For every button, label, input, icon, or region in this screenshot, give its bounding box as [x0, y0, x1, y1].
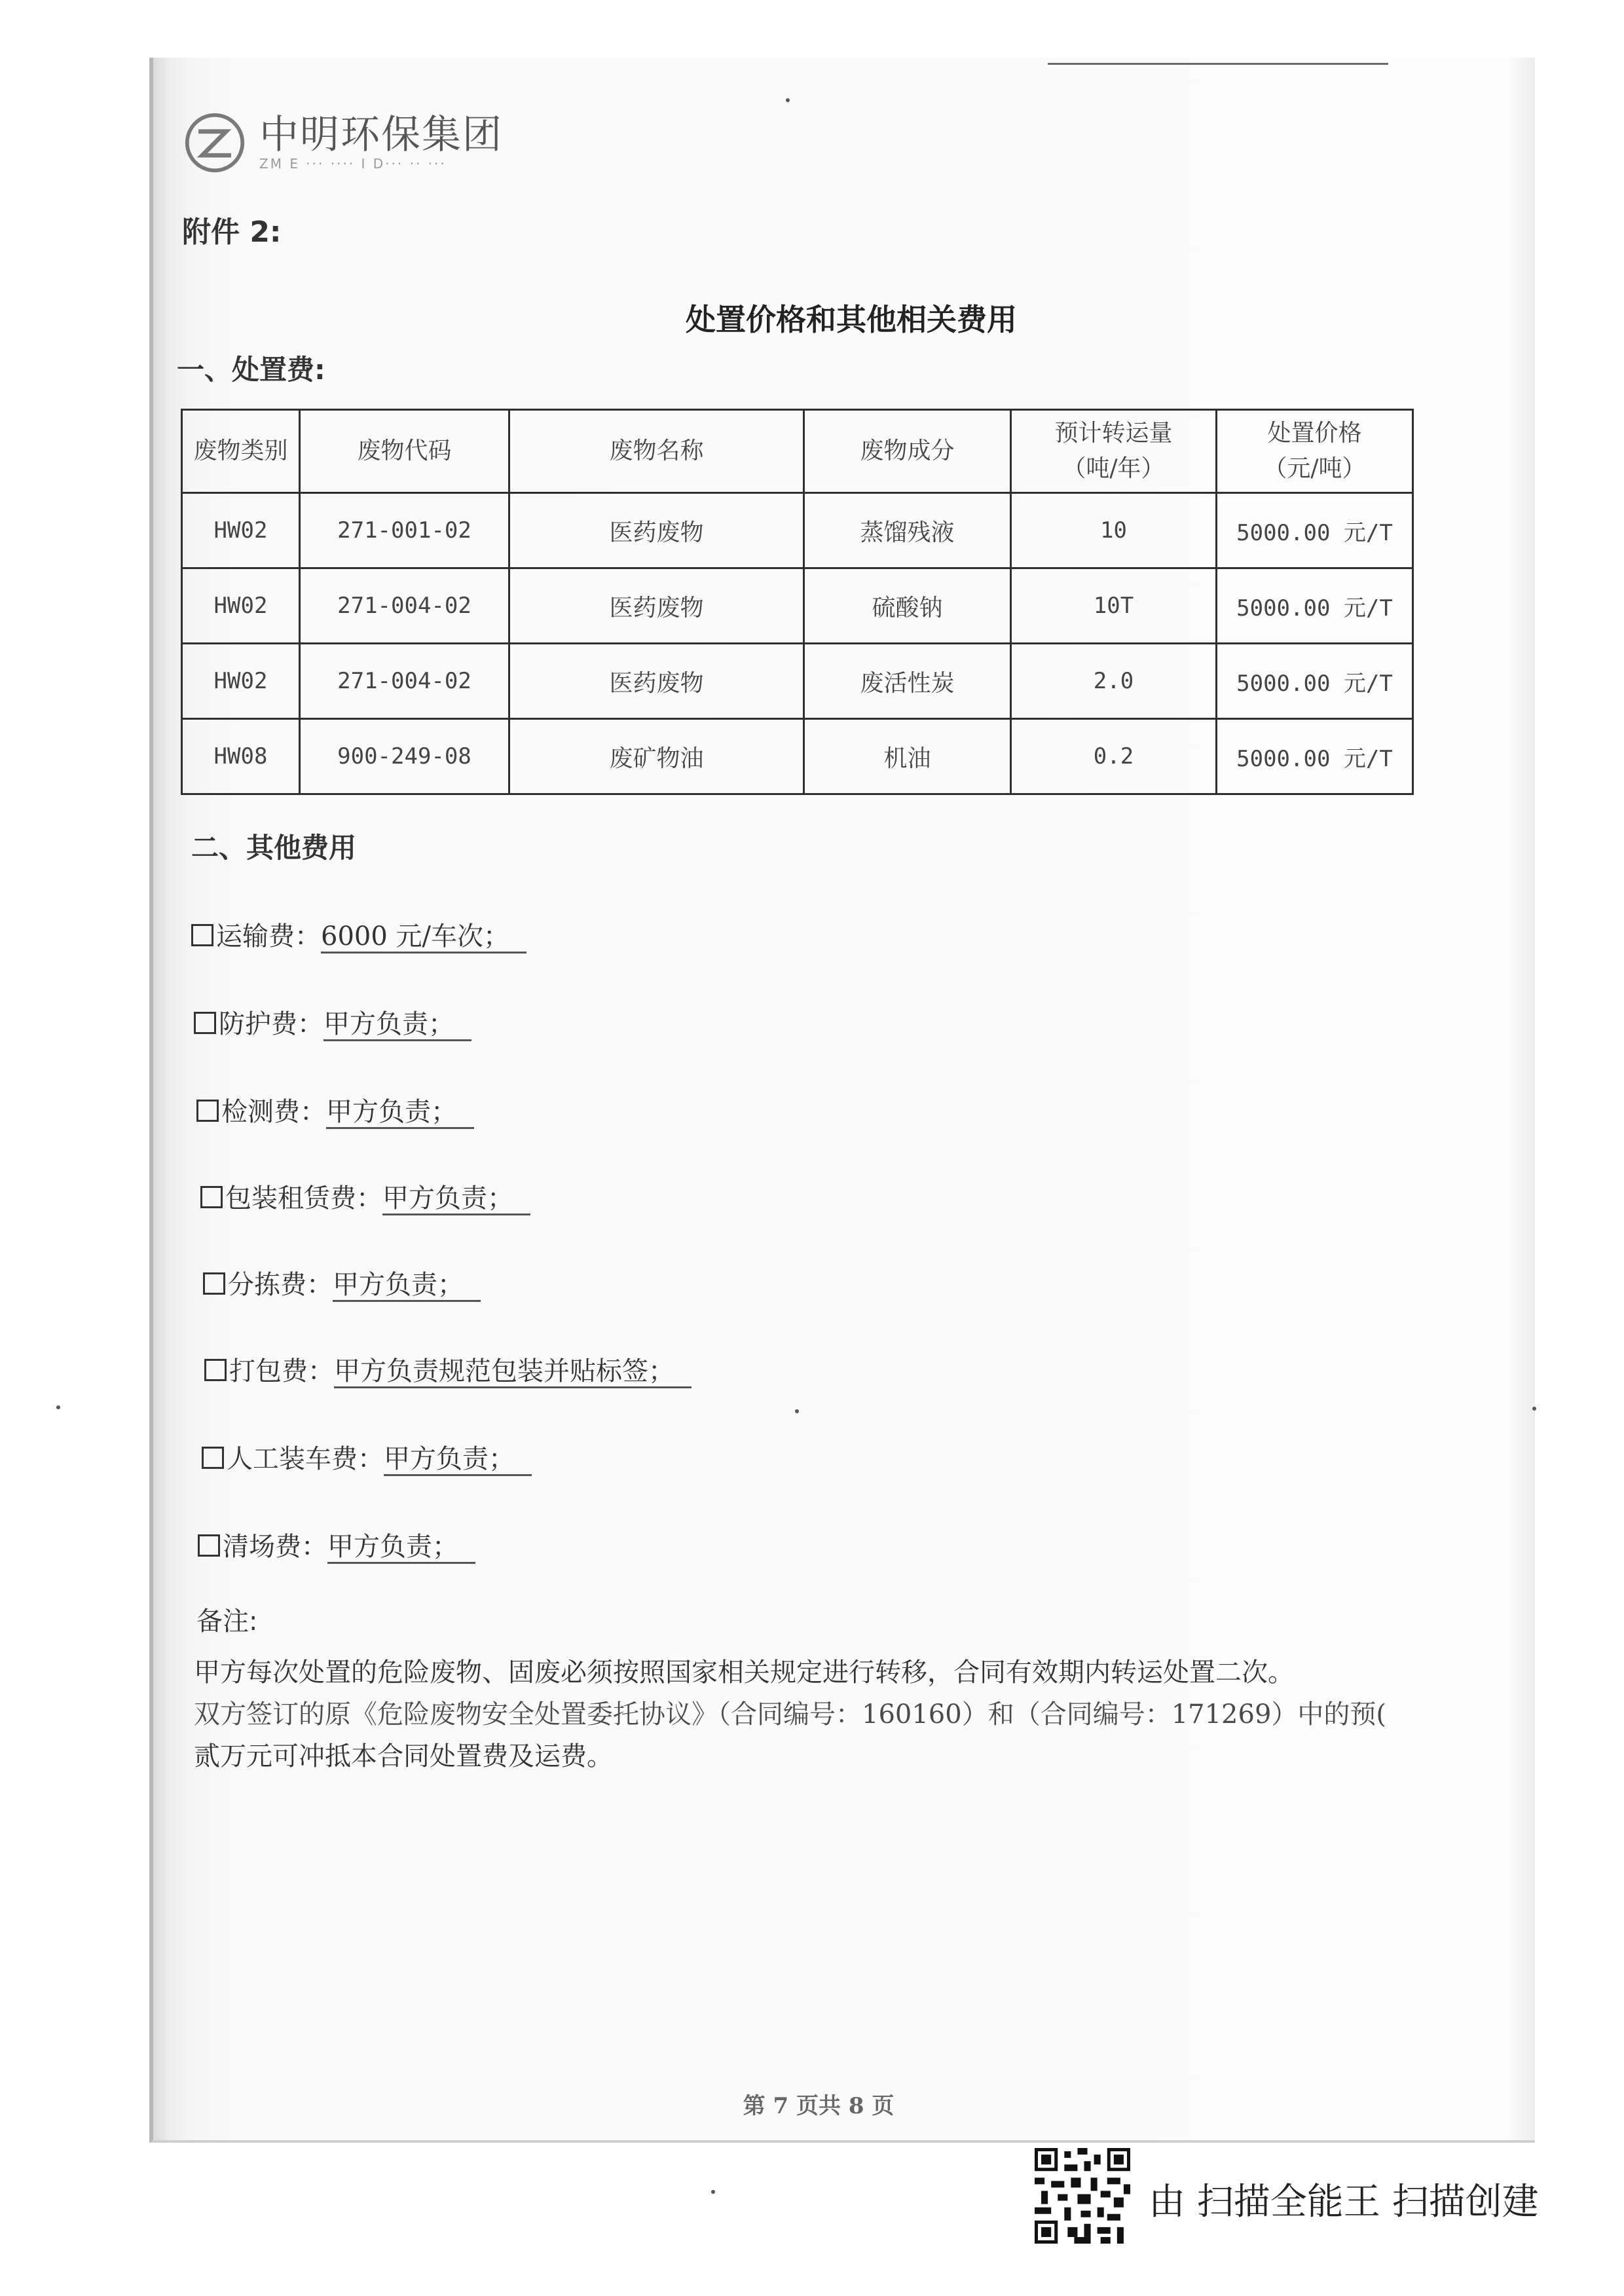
- company-logo-icon: [183, 111, 246, 174]
- fee-label: 人工装车费：: [227, 1444, 384, 1474]
- company-name: 中明环保集团: [259, 112, 503, 158]
- checkbox-icon: [194, 1012, 216, 1034]
- fee-value: 甲方负责规范包装并贴标签；: [334, 1356, 692, 1388]
- note-line: 双方签订的原《危险废物安全处置委托协议》（合同编号：160160）和（合同编号：171269）中的预(: [194, 1699, 1386, 1730]
- fee-value: 甲方负责；: [323, 1009, 471, 1041]
- fee-label: 分拣费：: [228, 1270, 333, 1300]
- company-logo: [183, 111, 503, 174]
- fee-label: 清场费：: [223, 1532, 327, 1562]
- col-header: 废物代码: [300, 410, 509, 493]
- qr-code-icon: [1035, 2148, 1130, 2244]
- col-header: 废物名称: [509, 410, 804, 493]
- table-cell: 硫酸钠: [804, 568, 1011, 644]
- scan-speck: [56, 1405, 60, 1409]
- fee-label: 检测费：: [221, 1097, 326, 1127]
- table-row: [182, 568, 1413, 644]
- note-line: 贰万元可冲抵本合同处置费及运费。: [194, 1741, 613, 1771]
- table-cell: 废矿物油: [509, 719, 804, 794]
- fee-label: 运输费：: [216, 921, 321, 952]
- fee-value: 6000 元/车次；: [321, 921, 526, 954]
- fee-value: 甲方负责；: [333, 1270, 481, 1302]
- checkbox-icon: [198, 1534, 220, 1557]
- col-header: 废物成分: [804, 410, 1011, 493]
- fee-item-transport: [191, 916, 526, 953]
- table-cell: 医药废物: [509, 644, 804, 719]
- fee-item-packing: [204, 1350, 692, 1388]
- company-subtitle: ZM E ··· ···· I D··· ·· ···: [259, 156, 447, 172]
- table-cell: 271-001-02: [300, 493, 509, 568]
- fee-item-package-rental: [200, 1177, 530, 1215]
- table-cell: 900-249-08: [300, 719, 509, 794]
- fee-label: 防护费：: [219, 1009, 323, 1039]
- table-cell: 0.2: [1011, 719, 1217, 794]
- table-cell: 5000.00 元/T: [1217, 568, 1413, 644]
- fee-value: 甲方负责；: [326, 1097, 474, 1129]
- table-cell: 医药废物: [509, 493, 804, 568]
- scan-speck: [786, 98, 790, 102]
- table-cell: HW02: [182, 493, 300, 568]
- table-cell: 5000.00 元/T: [1217, 493, 1413, 568]
- scan-speck: [795, 1409, 799, 1413]
- fee-label: 打包费：: [229, 1356, 334, 1386]
- checkbox-icon: [191, 924, 213, 946]
- attachment-label: 附件 2:: [182, 215, 282, 249]
- table-cell: 10T: [1011, 568, 1217, 644]
- table-cell: HW02: [182, 568, 300, 644]
- table-cell: 2.0: [1011, 644, 1217, 719]
- page-title: 处置价格和其他相关费用: [686, 302, 1017, 337]
- notes-heading: 备注:: [196, 1606, 258, 1637]
- table-row: [182, 493, 1413, 568]
- top-rule: [1048, 63, 1388, 65]
- table-cell: 271-004-02: [300, 568, 509, 644]
- table-cell: 271-004-02: [300, 644, 509, 719]
- fee-item-site-cleaning: [198, 1526, 475, 1563]
- note-line: 甲方每次处置的危险废物、固废必须按照国家相关规定进行转移，合同有效期内转运处置二次。: [194, 1657, 1294, 1688]
- table-row: [182, 719, 1413, 794]
- table-cell: 10: [1011, 493, 1217, 568]
- checkbox-icon: [200, 1186, 223, 1208]
- table-header-row: [182, 410, 1413, 493]
- fee-value: 甲方负责；: [327, 1532, 475, 1564]
- checkbox-icon: [204, 1359, 227, 1381]
- fee-item-testing: [196, 1091, 474, 1128]
- col-header: 废物类别: [182, 410, 300, 493]
- fee-label: 包装租赁费：: [225, 1183, 382, 1213]
- table-cell: 5000.00 元/T: [1217, 644, 1413, 719]
- scan-speck: [711, 2190, 715, 2194]
- disposal-fee-table: [181, 409, 1414, 795]
- table-cell: 机油: [804, 719, 1011, 794]
- col-header: 处置价格 （元/吨）: [1217, 410, 1413, 493]
- table-cell: HW08: [182, 719, 300, 794]
- fee-item-sorting: [203, 1264, 481, 1301]
- scanner-watermark: 由 扫描全能王 扫描创建: [1149, 2181, 1539, 2223]
- checkbox-icon: [203, 1272, 225, 1295]
- checkbox-icon: [202, 1447, 224, 1469]
- page-number-footer: 第 7 页共 8 页: [743, 2093, 895, 2119]
- fee-value: 甲方负责；: [384, 1444, 532, 1476]
- col-header: 预计转运量 （吨/年）: [1011, 410, 1217, 493]
- section1-heading: 一、处置费:: [177, 354, 325, 386]
- fee-value: 甲方负责；: [382, 1183, 530, 1215]
- checkbox-icon: [196, 1100, 219, 1122]
- table-cell: 医药废物: [509, 568, 804, 644]
- table-cell: 5000.00 元/T: [1217, 719, 1413, 794]
- fee-item-protection: [194, 1003, 471, 1041]
- table-cell: 蒸馏残液: [804, 493, 1011, 568]
- table-row: [182, 644, 1413, 719]
- table-cell: HW02: [182, 644, 300, 719]
- scan-speck: [1532, 1407, 1536, 1411]
- fee-item-manual-loading: [202, 1438, 532, 1475]
- section2-heading: 二、其他费用: [191, 832, 357, 864]
- table-cell: 废活性炭: [804, 644, 1011, 719]
